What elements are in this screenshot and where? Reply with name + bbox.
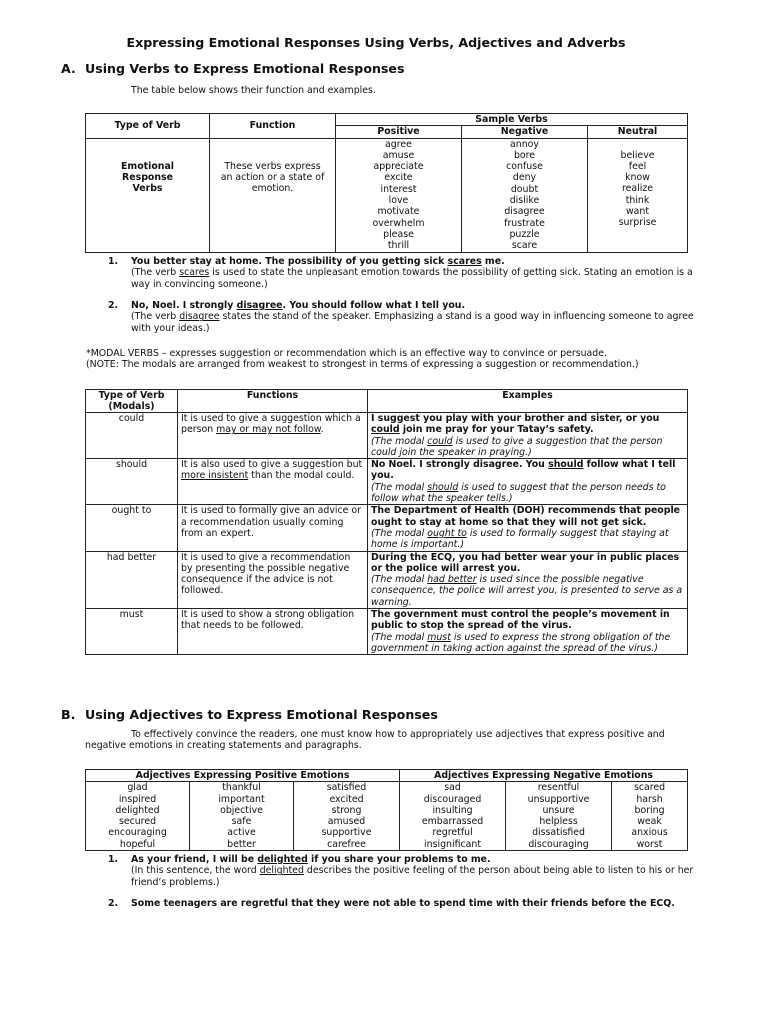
adjective-word: sad xyxy=(444,782,461,794)
modal-function-cell xyxy=(178,413,368,459)
sentence-text: No, Noel. I strongly xyxy=(131,300,237,311)
verb-example-1-number: 1. xyxy=(108,256,119,267)
modal-name-cell: ought to xyxy=(86,505,178,551)
function-underlined: may or may not follow xyxy=(216,424,321,436)
explanation-text: (The verb xyxy=(131,267,180,279)
function-text: It is used to give a suggestion which a person xyxy=(181,413,361,436)
adj-example-1-explanation xyxy=(131,865,708,888)
modal-function-cell xyxy=(178,609,368,655)
explanation-text: (The verb xyxy=(131,311,180,323)
neutral-verb: believe xyxy=(620,149,655,161)
adjective-word: worst xyxy=(636,838,663,850)
negative-verb-list xyxy=(465,139,584,252)
modal-example-explanation xyxy=(371,482,684,505)
modal-example-explanation xyxy=(371,632,684,655)
adjective-word: safe xyxy=(231,816,252,828)
explanation-text: is used since the possible negative consequence, the police will arrest you, is presented to serve as a warning. xyxy=(371,574,683,608)
verb-example-1-sentence xyxy=(131,256,708,267)
adjective-word: amused xyxy=(327,816,366,828)
adj-col-positive-2 xyxy=(190,782,294,851)
verb-type-line: Response xyxy=(122,171,173,183)
modal-table-examples-header: Examples xyxy=(368,390,688,413)
modal-row xyxy=(86,609,688,655)
explanation-text: is used to suggest that the person needs to follow what the speaker tells.) xyxy=(371,481,666,505)
adj-col-positive-1 xyxy=(86,782,190,851)
sentence-text: As your friend, I will be xyxy=(131,854,258,865)
adjective-word: important xyxy=(218,793,265,805)
negative-verb: doubt xyxy=(510,183,539,195)
adjective-word: satisfied xyxy=(326,782,367,794)
verb-example-2-explanation xyxy=(131,311,708,334)
adjective-word: active xyxy=(227,827,256,839)
function-text: It is used to show a strong obligation that needs to be followed. xyxy=(181,609,355,632)
example-text: During the ECQ, you had better wear your in public places or the police will arrest you. xyxy=(371,551,680,574)
explanation-text: is used to give a suggestion that the person could join the speaker in praying.) xyxy=(371,435,663,458)
section-a-heading xyxy=(61,61,404,76)
modal-example-explanation xyxy=(371,574,684,608)
adj-col-positive-3 xyxy=(294,782,400,851)
adjective-word: resentful xyxy=(537,782,580,794)
negative-verb: bore xyxy=(513,149,536,161)
positive-verb: motivate xyxy=(377,206,420,218)
verb-table-negative-header: Negative xyxy=(462,126,588,138)
modal-verbs-note xyxy=(86,348,726,371)
negative-verb: annoy xyxy=(510,138,539,150)
explanation-underlined: disagree xyxy=(179,311,220,323)
example-text: The government must control the people’s movement in public to stop the spread of the virus. xyxy=(371,609,670,632)
function-text: It is used to formally give an advice or a recommendation usually coming from an expert. xyxy=(181,505,362,539)
adjective-word: anxious xyxy=(631,827,668,839)
verb-example-2-sentence xyxy=(131,300,708,311)
verb-table-positive-cell xyxy=(336,138,462,252)
adjective-word: helpless xyxy=(539,816,578,828)
adjective-word: encouraging xyxy=(108,827,167,839)
adjective-word: dissatisfied xyxy=(532,827,585,839)
verb-table-sample-header: Sample Verbs xyxy=(336,114,688,126)
neutral-verb: surprise xyxy=(618,217,657,229)
adjective-word: objective xyxy=(220,804,263,816)
adjective-word: secured xyxy=(118,816,157,828)
adj-example-2-sentence: Some teenagers are regretful that they were not able to spend time with their friends before the ECQ. xyxy=(131,898,675,909)
verb-example-1-explanation xyxy=(131,267,708,290)
modal-row xyxy=(86,413,688,459)
section-a-letter: A. xyxy=(61,61,76,76)
adjective-word: embarrassed xyxy=(421,816,484,828)
adjective-word: unsure xyxy=(542,804,575,816)
example-text: No Noel. I strongly disagree. You xyxy=(371,459,549,471)
verb-table-type-cell xyxy=(86,138,210,252)
adj-positive-header: Adjectives Expressing Positive Emotions xyxy=(86,770,400,782)
explanation-text: (The modal xyxy=(371,435,428,447)
verb-type-line: Verbs xyxy=(132,183,163,195)
adj-example-2 xyxy=(108,898,704,909)
negative-verb: dislike xyxy=(509,195,540,207)
section-b-letter: B. xyxy=(61,707,76,722)
explanation-text: is used to express the strong obligation of the government in taking action against the spread of the virus.) xyxy=(371,631,671,654)
verb-example-2 xyxy=(108,300,708,334)
negative-verb: scare xyxy=(511,240,538,252)
explanation-text: (In this sentence, the word xyxy=(131,865,260,877)
positive-verb: please xyxy=(383,228,414,240)
adjective-word: delighted xyxy=(115,804,160,816)
adj-example-2-number: 2. xyxy=(108,898,119,909)
verb-table-function-cell: These verbs express an action or a state of emotion. xyxy=(210,138,336,252)
modal-function-cell xyxy=(178,505,368,551)
sentence-underlined: disagree xyxy=(236,300,283,311)
neutral-verb: realize xyxy=(621,183,654,195)
verb-table-positive-header: Positive xyxy=(336,126,462,138)
modal-example-sentence xyxy=(371,459,684,482)
adj-table-body-row xyxy=(86,782,688,851)
example-underlined: could xyxy=(371,424,400,436)
negative-verb: disagree xyxy=(504,206,545,218)
explanation-underlined: must xyxy=(427,631,451,643)
negative-verb: puzzle xyxy=(509,228,540,240)
adjective-word: insulting xyxy=(432,804,473,816)
modal-table-type-header: Type of Verb (Modals) xyxy=(86,390,178,413)
negative-verb: confuse xyxy=(506,161,543,173)
neutral-verb-list xyxy=(591,150,684,229)
adjective-word: weak xyxy=(637,816,662,828)
verb-table-neutral-cell xyxy=(588,138,688,252)
positive-verb: excite xyxy=(384,172,413,184)
explanation-text: states the stand of the speaker. Emphasizing a stand is a good way in influencing someone to agree with your ideas.) xyxy=(131,311,694,334)
neutral-verb: want xyxy=(625,206,650,218)
adjective-word: glad xyxy=(127,782,148,794)
adj-negative-header: Adjectives Expressing Negative Emotions xyxy=(400,770,688,782)
modal-example-sentence xyxy=(371,413,684,436)
section-a-title: Using Verbs to Express Emotional Responses xyxy=(85,61,405,76)
neutral-verb: know xyxy=(625,172,650,184)
modal-example-cell xyxy=(368,551,688,608)
explanation-text: is used to formally suggest that staying at home is important.) xyxy=(371,527,669,551)
explanation-underlined: should xyxy=(427,481,459,493)
section-a-intro: The table below shows their function and examples. xyxy=(131,85,376,96)
modal-example-cell xyxy=(368,609,688,655)
sentence-text: me. xyxy=(481,256,505,267)
adj-col-negative-2 xyxy=(506,782,612,851)
positive-verb: overwhelm xyxy=(372,217,425,229)
adjective-word: regretful xyxy=(432,827,473,839)
positive-verb: appreciate xyxy=(373,161,424,173)
modal-name-cell: had better xyxy=(86,551,178,608)
adjective-word: discouraged xyxy=(423,793,482,805)
section-b-heading xyxy=(61,707,438,722)
explanation-text: describes the positive feeling of the person about being able to listen to his or her friend’s problems.) xyxy=(131,865,694,888)
sentence-text: if you share your problems to me. xyxy=(307,854,491,865)
explanation-underlined: could xyxy=(427,435,453,447)
modal-name-cell: must xyxy=(86,609,178,655)
positive-verb: interest xyxy=(380,183,417,195)
modal-example-cell xyxy=(368,459,688,505)
modal-name-cell: should xyxy=(86,459,178,505)
modal-table xyxy=(85,389,688,655)
sentence-text: . You should follow what I tell you. xyxy=(282,300,466,311)
adj-example-1-number: 1. xyxy=(108,854,119,865)
modal-function-cell xyxy=(178,459,368,505)
adjective-word: better xyxy=(227,838,256,850)
verb-table-neutral-header: Neutral xyxy=(588,126,688,138)
adjective-word: hopeful xyxy=(119,838,156,850)
modal-row xyxy=(86,459,688,505)
adjective-table xyxy=(85,769,688,851)
function-text: than the modal could. xyxy=(248,470,355,482)
negative-verb: frustrate xyxy=(504,217,545,229)
adjective-word: harsh xyxy=(636,793,663,805)
explanation-text: (The modal xyxy=(371,481,428,493)
function-underlined: more insistent xyxy=(181,470,249,482)
function-text: It is also used to give a suggestion but xyxy=(181,459,363,471)
adj-table-body xyxy=(86,782,688,851)
verb-type-line: Emotional xyxy=(121,160,174,172)
adjective-word: insignificant xyxy=(424,838,482,850)
sentence-underlined: scares xyxy=(447,256,482,267)
adjective-word: carefree xyxy=(327,838,366,850)
modal-table-functions-header: Functions xyxy=(178,390,368,413)
adjective-word: scared xyxy=(633,782,666,794)
modal-name-cell: could xyxy=(86,413,178,459)
verb-table-function-header: Function xyxy=(210,114,336,139)
neutral-verb: feel xyxy=(628,160,647,172)
verb-table-negative-cell xyxy=(462,138,588,252)
modal-example-cell xyxy=(368,505,688,551)
adjective-word: thankful xyxy=(222,782,261,794)
modal-verbs-order-note: (NOTE: The modals are arranged from weakest to strongest in terms of expressing a suggestion or recommendation.) xyxy=(86,359,639,371)
section-b-title: Using Adjectives to Express Emotional Responses xyxy=(85,707,438,722)
adjective-word: inspired xyxy=(118,793,157,805)
verb-table-type-header: Type of Verb xyxy=(86,114,210,139)
section-b-intro: To effectively convince the readers, one must know how to appropriately use adjectives that express positive and negative emotions in creating statements and paragraphs. xyxy=(85,729,665,752)
positive-verb: amuse xyxy=(382,149,415,161)
adj-col-negative-3 xyxy=(612,782,688,851)
modal-table-body xyxy=(86,413,688,655)
negative-verb: deny xyxy=(512,172,537,184)
document-title: Expressing Emotional Responses Using Verbs, Adjectives and Adverbs xyxy=(126,35,626,50)
positive-verb: love xyxy=(388,195,409,207)
explanation-underlined: ought to xyxy=(427,527,467,539)
modal-example-cell xyxy=(368,413,688,459)
explanation-text: (The modal xyxy=(371,527,428,539)
verb-example-2-number: 2. xyxy=(108,300,119,311)
adjective-word: strong xyxy=(331,804,362,816)
adjective-word: boring xyxy=(634,804,665,816)
explanation-text: (The modal xyxy=(371,574,428,586)
positive-verb: thrill xyxy=(387,240,410,252)
adjective-word: discouraging xyxy=(528,838,589,850)
explanation-underlined: delighted xyxy=(259,865,304,877)
adjective-word: unsupportive xyxy=(527,793,590,805)
neutral-verb: think xyxy=(625,194,650,206)
adjective-word: supportive xyxy=(321,827,372,839)
positive-verb: agree xyxy=(385,138,412,150)
adj-example-1-sentence xyxy=(131,854,708,865)
modal-example-explanation xyxy=(371,528,684,551)
modal-row xyxy=(86,505,688,551)
explanation-underlined: scares xyxy=(179,267,210,279)
modal-example-explanation xyxy=(371,436,684,459)
adj-example-1 xyxy=(108,854,708,888)
modal-example-sentence xyxy=(371,552,684,575)
verb-table xyxy=(85,113,688,253)
example-underlined: should xyxy=(548,459,584,471)
modal-function-cell xyxy=(178,551,368,608)
function-text: . xyxy=(320,424,324,436)
explanation-underlined: had better xyxy=(427,574,477,586)
example-text: join me pray for your Tatay’s safety. xyxy=(399,424,594,436)
modal-verbs-definition: *MODAL VERBS – expresses suggestion or recommendation which is an effective way to convince or persuade. xyxy=(86,348,607,359)
positive-verb-list xyxy=(339,139,458,252)
sentence-text: You better stay at home. The possibility of you getting sick xyxy=(131,256,448,267)
sentence-underlined: delighted xyxy=(257,854,308,865)
modal-example-sentence xyxy=(371,505,684,528)
modal-example-sentence xyxy=(371,609,684,632)
modal-row xyxy=(86,551,688,608)
adjective-word: excited xyxy=(329,793,364,805)
example-text: I suggest you play with your brother and sister, or you xyxy=(371,413,660,424)
adj-col-negative-1 xyxy=(400,782,506,851)
explanation-text: is used to state the unpleasant emotion towards the possibility of getting sick. Stating an emotion is a way in convincing someone.) xyxy=(131,267,693,290)
example-text: The Department of Health (DOH) recommends that people ought to stay at home so that they will not get sick. xyxy=(371,505,681,528)
explanation-text: (The modal xyxy=(371,631,428,643)
verb-example-1 xyxy=(108,256,708,290)
example-text: follow what I tell you. xyxy=(371,459,676,482)
function-text: It is used to give a recommendation by presenting the possible negative consequence if the advice is not followed. xyxy=(181,551,351,597)
